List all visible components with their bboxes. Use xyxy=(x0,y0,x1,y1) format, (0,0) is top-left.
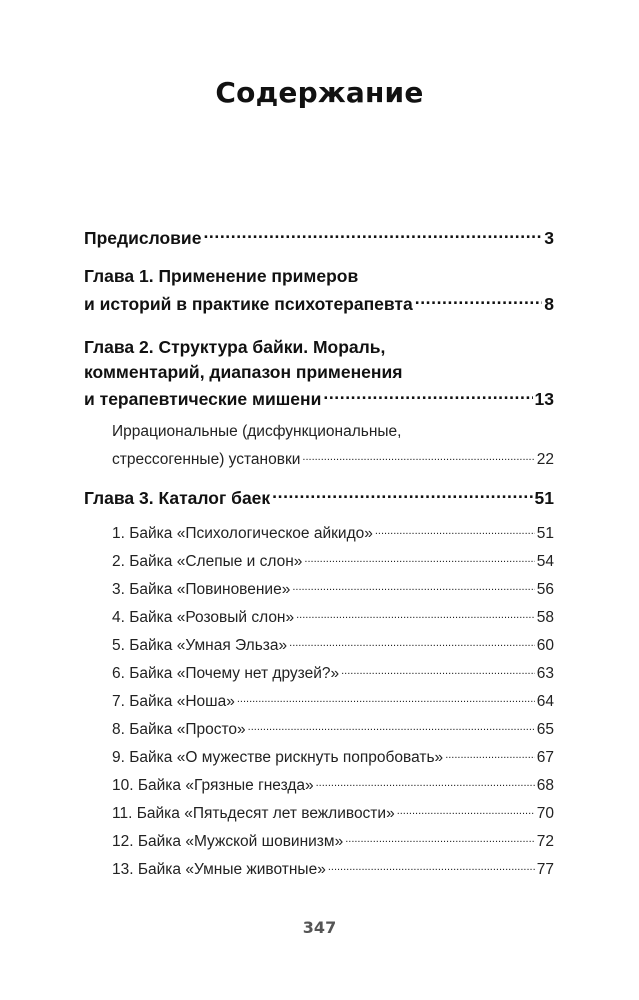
toc-entry-label: 2. Байка «Слепые и слон» xyxy=(112,552,303,570)
toc-entry-label: и терапевтические мишени xyxy=(84,388,322,409)
toc-page-number: 67 xyxy=(536,748,554,766)
toc-entry-label: Предисловие xyxy=(84,227,202,248)
dot-leader xyxy=(237,690,535,706)
toc-entry-label: 5. Байка «Умная Эльза» xyxy=(112,636,288,654)
toc-page-number: 65 xyxy=(536,720,554,738)
toc-entry-label: 11. Байка «Пятьдесят лет вежливости» xyxy=(112,804,395,822)
toc-page-number: 60 xyxy=(536,636,554,654)
toc-page-number: 63 xyxy=(536,664,554,682)
toc-entry-label: 9. Байка «О мужестве рискнуть попробовать» xyxy=(112,748,444,766)
dot-leader xyxy=(289,634,535,650)
toc-item[interactable] xyxy=(112,774,554,795)
dot-leader xyxy=(375,522,535,538)
toc-page-number: 72 xyxy=(536,832,554,850)
toc-entry-preface[interactable] xyxy=(84,226,554,249)
dot-leader xyxy=(445,746,535,762)
dot-leader xyxy=(323,387,532,405)
toc-page-number: 77 xyxy=(536,860,554,878)
toc-entry-chapter2[interactable] xyxy=(84,387,554,410)
dot-leader xyxy=(248,718,535,734)
dot-leader xyxy=(302,448,534,464)
toc-entry-label: и историй в практике психотерапевта xyxy=(84,293,413,314)
toc-page-number: 56 xyxy=(536,580,554,598)
dot-leader xyxy=(316,774,535,790)
toc-page-number: 22 xyxy=(536,450,554,468)
toc-chapter2-line1[interactable]: Глава 2. Структура байки. Мораль, xyxy=(84,337,386,357)
toc-page-number: 70 xyxy=(536,804,554,822)
toc-item[interactable] xyxy=(112,634,554,655)
toc-page-number: 68 xyxy=(536,776,554,794)
dot-leader xyxy=(341,662,535,678)
page-title: Содержание xyxy=(215,76,424,109)
toc-item[interactable] xyxy=(112,830,554,851)
dot-leader xyxy=(292,578,534,594)
toc-entry-label: 8. Байка «Просто» xyxy=(112,720,246,738)
toc-entry-label: Глава 3. Каталог баек xyxy=(84,487,271,508)
toc-page-number: 13 xyxy=(534,388,554,409)
toc-page-number: 64 xyxy=(536,692,554,710)
toc-entry-label: 7. Байка «Ноша» xyxy=(112,692,235,710)
toc-page-number: 51 xyxy=(536,524,554,542)
toc-item[interactable] xyxy=(112,802,554,823)
toc-item[interactable] xyxy=(112,662,554,683)
toc-entry-label: стрессогенные) установки xyxy=(112,450,301,468)
toc-page-number: 3 xyxy=(544,227,554,248)
toc-page-number: 54 xyxy=(536,552,554,570)
toc-page-number: 8 xyxy=(544,293,554,314)
toc-page-number: 51 xyxy=(534,487,554,508)
toc-item[interactable] xyxy=(112,606,554,627)
dot-leader xyxy=(203,226,542,244)
toc-item[interactable] xyxy=(112,746,554,767)
toc-item[interactable] xyxy=(112,718,554,739)
toc-entry-label: 4. Байка «Розовый слон» xyxy=(112,608,295,626)
dot-leader xyxy=(272,486,532,504)
toc-chapter1-line1[interactable]: Глава 1. Применение примеров xyxy=(84,266,359,286)
dot-leader xyxy=(328,858,535,874)
toc-item[interactable] xyxy=(112,550,554,571)
toc-entry-label: 12. Байка «Мужской шовинизм» xyxy=(112,832,344,850)
toc-item[interactable] xyxy=(112,690,554,711)
toc-entry-subsection[interactable] xyxy=(112,448,554,469)
dot-leader xyxy=(304,550,534,566)
dot-leader xyxy=(296,606,535,622)
toc-item[interactable] xyxy=(112,522,554,543)
toc-entry-label: 1. Байка «Психологическое айкидо» xyxy=(112,524,373,542)
toc-entry-label: 3. Байка «Повиновение» xyxy=(112,580,291,598)
toc-entry-label: 13. Байка «Умные животные» xyxy=(112,860,326,878)
page-number: 347 xyxy=(302,918,337,937)
toc-entry-label: 6. Байка «Почему нет друзей?» xyxy=(112,664,340,682)
toc-page-number: 58 xyxy=(536,608,554,626)
dot-leader xyxy=(345,830,535,846)
toc-subsection-line1[interactable]: Иррациональные (дисфункциональные, xyxy=(112,423,402,440)
toc-item[interactable] xyxy=(112,858,554,879)
toc-entry-chapter3[interactable] xyxy=(84,486,554,509)
toc-entry-chapter1[interactable] xyxy=(84,292,554,315)
toc-chapter2-line2[interactable]: комментарий, диапазон применения xyxy=(84,362,403,382)
toc-entry-label: 10. Байка «Грязные гнезда» xyxy=(112,776,314,794)
dot-leader xyxy=(397,802,535,818)
toc-item[interactable] xyxy=(112,578,554,599)
dot-leader xyxy=(415,292,543,310)
